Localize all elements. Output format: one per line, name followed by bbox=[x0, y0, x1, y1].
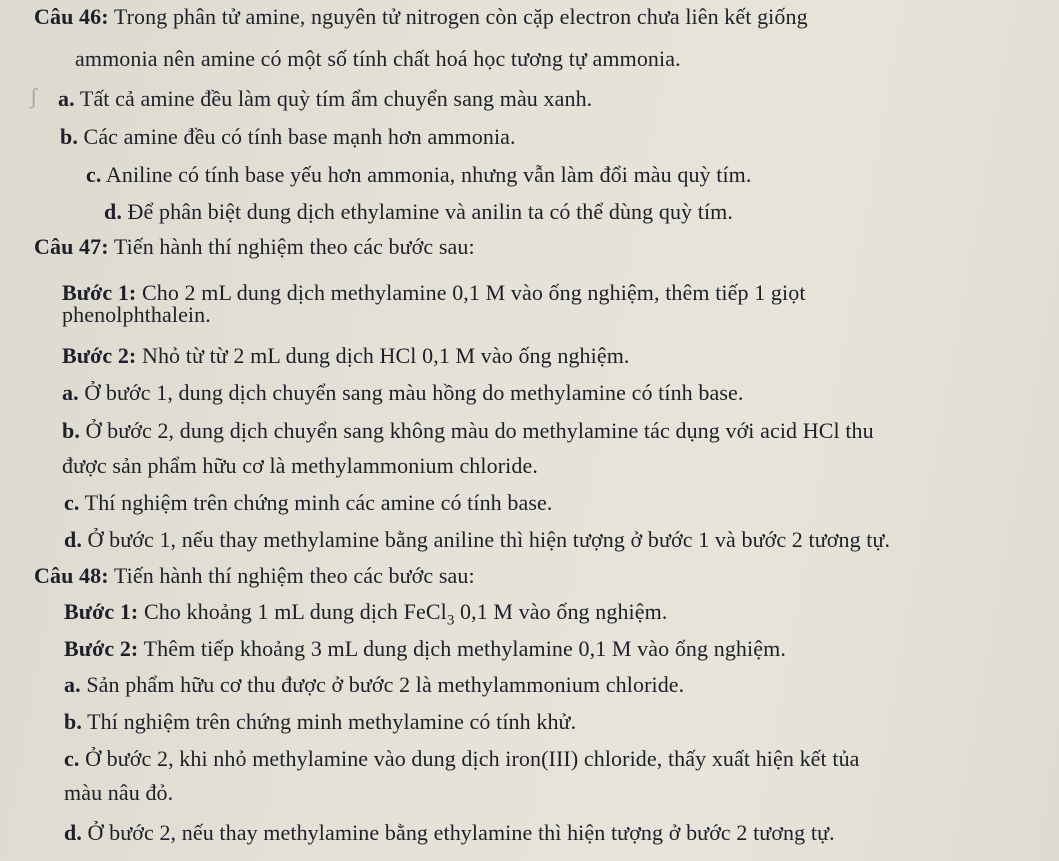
q47-option-b-line1 bbox=[62, 416, 874, 446]
q46-a-text: Tất cả amine đều làm quỳ tím ẩm chuyển sang màu xanh. bbox=[79, 86, 593, 111]
q47-a-letter: a. bbox=[62, 380, 79, 405]
q46-d-text: Để phân biệt dung dịch ethylamine và anilin ta có thể dùng quỳ tím. bbox=[127, 199, 733, 224]
q46-stem-line2 bbox=[75, 44, 681, 74]
q48-step2-text: Thêm tiếp khoảng 3 mL dung dịch methylamine 0,1 M vào ống nghiệm. bbox=[143, 636, 786, 661]
q47-step1-line2 bbox=[62, 300, 211, 330]
q48-a-text: Sản phẩm hữu cơ thu được ở bước 2 là methylammonium chloride. bbox=[86, 672, 685, 697]
q47-c-text: Thí nghiệm trên chứng minh các amine có tính base. bbox=[84, 490, 553, 515]
q48-option-b bbox=[64, 707, 576, 737]
pencil-mark-icon: ʃ bbox=[30, 84, 38, 109]
q48-step1 bbox=[64, 597, 667, 627]
q46-stem-line1 bbox=[34, 2, 808, 32]
q48-step1-text-pre: Cho khoảng 1 mL dung dịch FeCl bbox=[143, 599, 447, 624]
q46-d-letter: d. bbox=[104, 199, 122, 224]
q48-stem bbox=[34, 561, 475, 591]
q48-c-text-1: Ở bước 2, khi nhỏ methylamine vào dung dịch iron(III) chloride, thấy xuất hiện kết tủa bbox=[85, 746, 860, 771]
q46-option-a bbox=[58, 84, 592, 114]
q46-b-letter: b. bbox=[60, 124, 78, 149]
q48-step1-label: Bước 1: bbox=[64, 599, 139, 624]
q47-step2-text: Nhỏ từ từ 2 mL dung dịch HCl 0,1 M vào ống nghiệm. bbox=[141, 343, 630, 368]
q46-stem-text-1: Trong phân tử amine, nguyên tử nitrogen còn cặp electron chưa liên kết giống bbox=[113, 4, 808, 29]
q48-d-letter: d. bbox=[64, 820, 82, 845]
q48-c-letter: c. bbox=[64, 746, 80, 771]
q47-option-a bbox=[62, 378, 743, 408]
q47-c-letter: c. bbox=[64, 490, 80, 515]
q48-option-c-line2 bbox=[64, 778, 173, 808]
q48-label: Câu 48: bbox=[34, 563, 109, 588]
q47-stem-text: Tiến hành thí nghiệm theo các bước sau: bbox=[113, 234, 475, 259]
q47-step1-text-1: Cho 2 mL dung dịch methylamine 0,1 M vào ống nghiệm, thêm tiếp 1 giọt bbox=[141, 280, 806, 305]
q47-b-letter: b. bbox=[62, 418, 80, 443]
q48-option-d bbox=[64, 818, 835, 848]
q48-step1-text-post: 0,1 M vào ống nghiệm. bbox=[454, 599, 668, 624]
q46-option-d bbox=[104, 197, 733, 227]
q47-step1-text-2: phenolphthalein. bbox=[62, 302, 211, 327]
q46-b-text: Các amine đều có tính base mạnh hơn ammonia. bbox=[83, 124, 516, 149]
q48-option-c-line1 bbox=[64, 744, 860, 774]
q46-option-b bbox=[60, 122, 516, 152]
q46-stem-text-2: ammonia nên amine có một số tính chất hoá học tương tự ammonia. bbox=[75, 46, 681, 71]
q48-option-a bbox=[64, 670, 684, 700]
q47-step2 bbox=[62, 341, 630, 371]
q47-d-text: Ở bước 1, nếu thay methylamine bằng aniline thì hiện tượng ở bước 1 và bước 2 tương tự. bbox=[87, 527, 891, 552]
q47-option-b-line2 bbox=[62, 451, 538, 481]
q47-step1-label: Bước 1: bbox=[62, 280, 137, 305]
q47-b-text-1: Ở bước 2, dung dịch chuyển sang không màu do methylamine tác dụng với acid HCl thu bbox=[85, 418, 874, 443]
q47-option-c bbox=[64, 488, 552, 518]
q47-b-text-2: được sản phẩm hữu cơ là methylammonium chloride. bbox=[62, 453, 538, 478]
q47-a-text: Ở bước 1, dung dịch chuyển sang màu hồng do methylamine có tính base. bbox=[84, 380, 744, 405]
q48-b-text: Thí nghiệm trên chứng minh methylamine có tính khử. bbox=[87, 709, 577, 734]
q47-step2-label: Bước 2: bbox=[62, 343, 137, 368]
q47-stem bbox=[34, 232, 475, 262]
q47-label: Câu 47: bbox=[34, 234, 109, 259]
q48-step2 bbox=[64, 634, 786, 664]
q48-step2-label: Bước 2: bbox=[64, 636, 139, 661]
q46-c-text: Aniline có tính base yếu hơn ammonia, nhưng vẫn làm đổi màu quỳ tím. bbox=[105, 162, 752, 187]
q46-c-letter: c. bbox=[86, 162, 102, 187]
q47-option-d bbox=[64, 525, 890, 555]
q47-d-letter: d. bbox=[64, 527, 82, 552]
q48-c-text-2: màu nâu đỏ. bbox=[64, 780, 174, 805]
q48-a-letter: a. bbox=[64, 672, 81, 697]
q46-a-letter: a. bbox=[58, 86, 75, 111]
q48-stem-text: Tiến hành thí nghiệm theo các bước sau: bbox=[113, 563, 475, 588]
q46-option-c bbox=[86, 160, 752, 190]
q48-step1-subscript: 3 bbox=[446, 612, 455, 629]
q46-label: Câu 46: bbox=[34, 4, 109, 29]
q48-b-letter: b. bbox=[64, 709, 82, 734]
q48-d-text: Ở bước 2, nếu thay methylamine bằng ethylamine thì hiện tượng ở bước 2 tương tự. bbox=[87, 820, 835, 845]
